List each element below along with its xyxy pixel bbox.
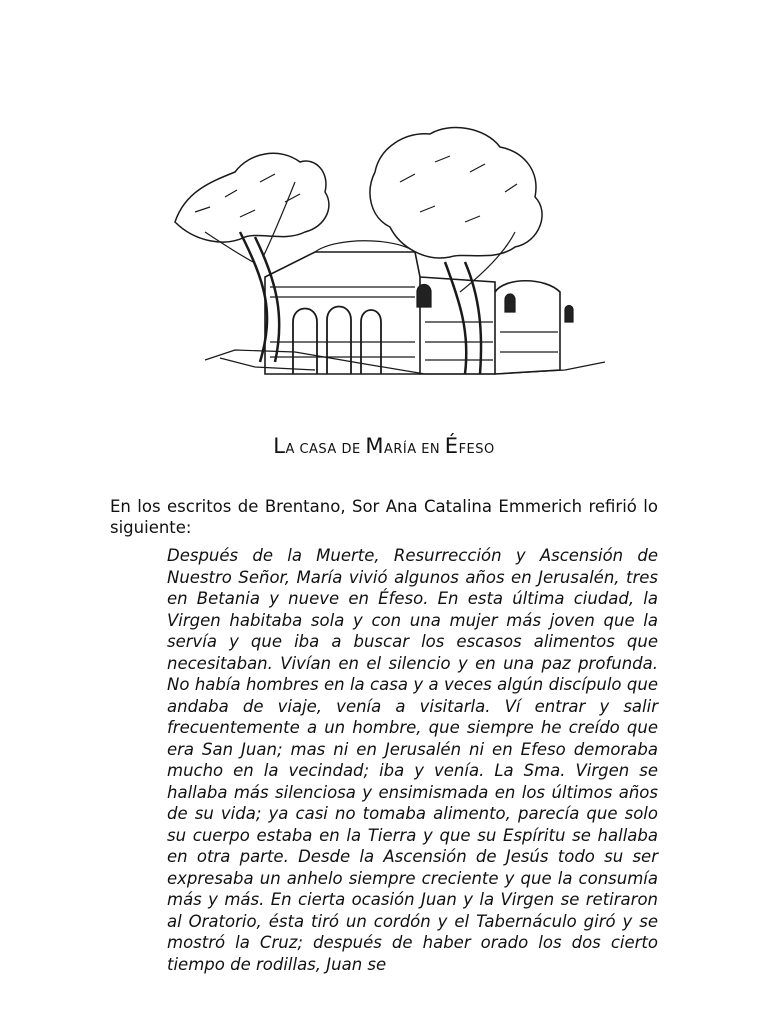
title-initial: M <box>365 434 384 458</box>
title-initial: L <box>273 434 286 458</box>
intro-text: En los escritos de Brentano, Sor Ana Catalina Emmerich refirió lo siguiente: <box>110 497 658 537</box>
quoted-passage <box>167 545 658 975</box>
house-illustration <box>165 112 610 412</box>
section-title <box>0 434 768 458</box>
intro-paragraph <box>110 496 658 538</box>
title-initial: É <box>444 434 459 458</box>
title-word: ARÍA EN <box>383 442 445 457</box>
title-word: FESO <box>458 442 495 457</box>
title-word: A CASA DE <box>285 442 366 457</box>
quote-text: Después de la Muerte, Resurrección y Ascensión de Nuestro Señor, María vivió algunos años en Jerusalén, tres en Betania y nueve en Éfeso. En esta última ciudad, la Virgen habitaba sola y con una mujer más joven que la servía y que iba a buscar los escasos alimentos que necesitaban. Vivían en el silencio y en una paz profunda. No había hombres en la casa y a veces algún discípulo que andaba de viaje, venía a visitarla. Ví entrar y salir frecuentemente a un hombre, que siempre he creído que era San Juan; mas ni en Jerusalén ni en Efeso demoraba mucho en la vecindad; iba y venía. La Sma. Virgen se hallaba más silenciosa y ensimismada en los últimos años de su vida; ya casi no tomaba alimento, parecía que solo su cuerpo estaba en la Tierra y que su Espíritu se hallaba en otra parte. Desde la Ascensión de Jesús todo su ser expresaba un anhelo siempre creciente y que la consumía más y más. En cierta ocasión Juan y la Virgen se retiraron al Oratorio, ésta tiró un cordón y el Tabernáculo giró y se mostró la Cruz; después de haber orado los dos cierto tiempo de rodillas, Juan se <box>167 546 658 974</box>
